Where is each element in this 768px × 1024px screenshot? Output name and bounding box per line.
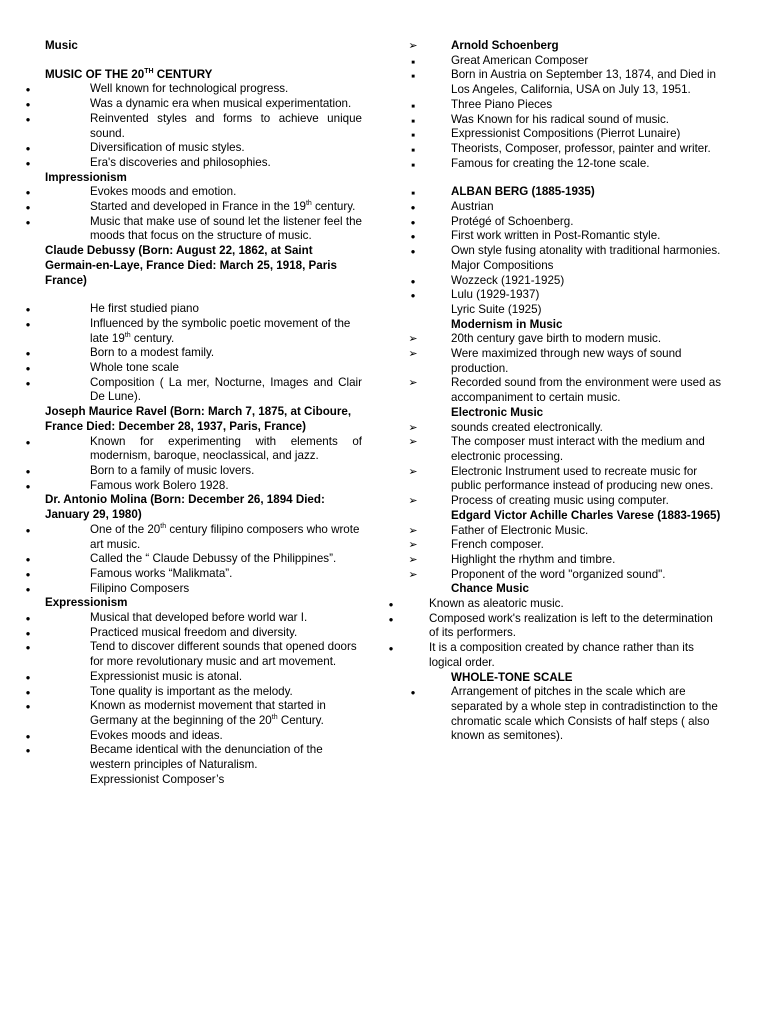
list-item — [45, 479, 362, 494]
list-item — [45, 685, 362, 700]
list-item — [45, 729, 362, 744]
list-item — [45, 640, 362, 669]
list-item-text: Famous for creating the 12-tone scale. — [451, 156, 650, 170]
bullet-icon — [22, 302, 34, 318]
list-item — [45, 699, 362, 728]
arrow-bullet-icon — [407, 465, 419, 480]
list-item-text: Highlight the rhythm and timbre. — [451, 552, 616, 566]
list-item-text: Evokes moods and emotion. — [90, 185, 237, 199]
bullet-icon — [22, 185, 34, 201]
list-item-text: century. — [311, 200, 356, 214]
list-item-text: Era's discoveries and philosophies. — [90, 155, 271, 169]
list-item-text: Practiced musical freedom and diversity. — [90, 625, 298, 639]
list-item — [45, 185, 362, 200]
list-item-text: Born in Austria on September 13, 1874, and Died in Los Angeles, California, USA on July 13, 1951. — [451, 68, 716, 97]
heading-text: MUSIC OF THE 20 — [45, 67, 145, 81]
list-item — [429, 553, 725, 568]
list-item — [429, 538, 725, 553]
bullet-icon — [22, 729, 34, 745]
list-item-text: Tend to discover different sounds that opened doors for more revolutionary music and art movement. — [90, 640, 357, 669]
list-item — [429, 274, 725, 289]
superscript: th — [124, 331, 131, 339]
list-item — [45, 582, 362, 597]
section-heading-debussy: Claude Debussy (Born: August 22, 1862, at Saint Germain-en-Laye, France Died: March 25, 1918, Paris France) — [45, 244, 337, 287]
list-varese — [429, 524, 725, 583]
list-item — [429, 244, 725, 259]
list-item-text: century. — [130, 331, 175, 345]
list-item-text: Whole tone scale — [90, 361, 179, 375]
list-item — [45, 200, 362, 215]
list-item-text: French composer. — [451, 538, 544, 552]
list-item — [45, 567, 362, 582]
list-item — [45, 346, 362, 361]
bullet-icon — [385, 612, 397, 628]
list-item — [45, 464, 362, 479]
arrow-bullet-icon — [407, 553, 419, 568]
section-heading-ravel: Joseph Maurice Ravel (Born: March 7, 1875, at Ciboure, France Died: December 28, 1937, Paris, France) — [45, 405, 352, 433]
bullet-icon — [22, 97, 34, 113]
list-item — [429, 288, 725, 303]
spacer — [429, 171, 725, 185]
list-item — [429, 421, 725, 436]
list-item-text: Became identical with the denunciation of the western principles of Naturalism. — [90, 743, 323, 772]
list-item — [45, 361, 362, 376]
bullet-icon — [407, 244, 419, 260]
list-schoenberg-heading — [429, 39, 725, 54]
bullet-icon — [22, 215, 34, 231]
section-heading-berg: ALBAN BERG (1885-1935) — [451, 185, 595, 199]
arrow-bullet-icon — [407, 435, 419, 450]
list-whole-tone — [429, 685, 725, 744]
list-item-text: Austrian — [451, 200, 494, 214]
section-heading-modernism: Modernism in Music — [451, 317, 563, 331]
arrow-bullet-icon — [407, 524, 419, 539]
superscript: th — [160, 522, 167, 530]
bullet-icon — [22, 141, 34, 157]
list-item — [45, 97, 362, 112]
list-item — [429, 568, 725, 583]
list-schoenberg — [429, 54, 725, 172]
list-item — [407, 597, 725, 612]
left-column — [45, 39, 362, 787]
arrow-bullet-icon — [407, 538, 419, 553]
list-item-text: Famous works “Malikmata”. — [90, 566, 233, 580]
list-item — [45, 435, 362, 464]
list-item-text: One of the 20 — [90, 522, 161, 536]
spacer — [45, 54, 362, 68]
list-impressionism — [45, 185, 362, 244]
bullet-icon — [385, 641, 397, 657]
list-item — [45, 302, 362, 317]
list-item-text: Famous work Bolero 1928. — [90, 478, 229, 492]
list-item — [45, 112, 362, 141]
list-item-text: Process of creating music using computer. — [451, 494, 669, 508]
list-item — [429, 524, 725, 539]
section-heading-electronic: Electronic Music — [451, 405, 544, 419]
list-item-text: First work written in Post-Romantic style. — [451, 229, 661, 243]
section-heading-varese: Edgard Victor Achille Charles Varese (1883-1965) — [451, 508, 721, 522]
bullet-icon — [22, 156, 34, 172]
list-item-text: Recorded sound from the environment were used as accompaniment to certain music. — [451, 376, 722, 405]
list-item — [429, 332, 725, 347]
list-item-text: Reinvented styles and forms to achieve unique sound. — [90, 111, 362, 140]
bullet-icon — [22, 82, 34, 98]
square-bullet-icon — [407, 157, 419, 174]
list-item — [45, 626, 362, 641]
list-debussy — [45, 302, 362, 405]
list-item-text: Known as aleatoric music. — [429, 597, 564, 611]
list-item — [407, 641, 725, 670]
list-item-text: He first studied piano — [90, 302, 199, 316]
heading-text: CENTURY — [153, 67, 213, 81]
major-compositions-label: Major Compositions — [451, 258, 554, 272]
bullet-icon — [22, 670, 34, 686]
bullet-icon — [22, 361, 34, 377]
section-heading-schoenberg: Arnold Schoenberg — [451, 39, 559, 52]
list-item — [429, 465, 725, 494]
list-item-text: 20th century gave birth to modern music. — [451, 332, 662, 346]
list-item — [429, 215, 725, 230]
list-item-text: Diversification of music styles. — [90, 141, 245, 155]
arrow-bullet-icon — [407, 568, 419, 583]
superscript: TH — [144, 67, 154, 75]
spacer — [45, 288, 362, 302]
list-item — [45, 552, 362, 567]
list-item-text: Musical that developed before world war I. — [90, 611, 308, 625]
list-item-text: Wozzeck (1921-1925) — [451, 273, 565, 287]
list-item-text: Expressionist music is atonal. — [90, 669, 243, 683]
section-heading-impressionism: Impressionism — [45, 170, 127, 184]
list-item-text: Expressionist Compositions (Pierrot Lunaire) — [451, 127, 681, 141]
arrow-bullet-icon — [407, 376, 419, 391]
list-item-text: Century. — [277, 713, 324, 727]
bullet-icon — [407, 200, 419, 216]
bullet-icon — [22, 743, 34, 759]
list-berg — [429, 200, 725, 259]
list-item-text: Called the “ Claude Debussy of the Philippines”. — [90, 552, 337, 566]
list-item-text: Born to a family of music lovers. — [90, 463, 255, 477]
bullet-icon — [22, 552, 34, 568]
list-item-text: It is a composition created by chance rather than its logical order. — [429, 641, 694, 669]
list-molina — [45, 523, 362, 597]
section-heading-chance: Chance Music — [451, 582, 529, 596]
bullet-icon — [22, 435, 34, 451]
bullet-icon — [22, 464, 34, 480]
list-item-text: Born to a modest family. — [90, 346, 215, 360]
list-item — [45, 156, 362, 171]
bullet-icon — [407, 288, 419, 304]
list-item-text: Three Piano Pieces — [451, 97, 553, 111]
bullet-icon — [407, 685, 419, 701]
list-item-text: Protégé of Schoenberg. — [451, 214, 574, 228]
bullet-icon — [22, 626, 34, 642]
list-item-text: The composer must interact with the medium and electronic processing. — [451, 435, 705, 463]
list-item-text: Filipino Composers — [90, 581, 190, 595]
list-item-text: Proponent of the word "organized sound". — [451, 567, 666, 581]
list-item — [429, 142, 725, 157]
bullet-icon — [22, 699, 34, 715]
bullet-icon — [407, 229, 419, 245]
bullet-icon — [22, 112, 34, 128]
list-item — [429, 68, 725, 97]
arrow-bullet-icon — [407, 494, 419, 509]
bullet-icon — [22, 376, 34, 392]
list-item-text: Own style fusing atonality with traditional harmonies. — [451, 244, 721, 258]
bullet-icon — [22, 640, 34, 656]
list-item — [429, 157, 725, 172]
list-ravel — [45, 435, 362, 494]
list-berg-works — [429, 274, 725, 303]
list-item-text: Father of Electronic Music. — [451, 523, 589, 537]
bullet-icon — [22, 582, 34, 598]
list-item-text: Electronic Instrument used to recreate music for public performance instead of producing new ones. — [451, 464, 714, 493]
bullet-icon — [22, 611, 34, 627]
list-item — [407, 612, 725, 641]
list-item-text: Music that make use of sound let the listener feel the moods that focus on the structure of music. — [90, 214, 362, 243]
superscript: th — [305, 200, 312, 208]
list-item-text: Were maximized through new ways of sound production. — [451, 347, 682, 375]
list-item-text: century filipino composers who wrote art music. — [90, 522, 360, 551]
list-electronic — [429, 421, 725, 509]
list-modernism — [429, 332, 725, 406]
list-item-text: Composition ( La mer, Nocturne, Images and Clair De Lune). — [90, 375, 362, 404]
list-item-text: Influenced by the symbolic poetic movement of the late 19 — [90, 316, 351, 345]
bullet-icon — [22, 685, 34, 701]
list-item-text: sounds created electronically. — [451, 420, 603, 434]
section-heading-whole-tone: WHOLE-TONE SCALE — [451, 670, 573, 684]
section-heading-expressionism: Expressionism — [45, 596, 128, 610]
section-heading-molina: Dr. Antonio Molina (Born: December 26, 1894 Died: January 29, 1980) — [45, 493, 325, 522]
list-item — [429, 98, 725, 113]
list-item — [45, 523, 362, 552]
list-item-text: Started and developed in France in the 19 — [90, 200, 306, 214]
list-item-text: Evokes moods and ideas. — [90, 728, 223, 742]
bullet-icon — [22, 479, 34, 495]
bullet-icon — [407, 215, 419, 231]
bullet-icon — [22, 567, 34, 583]
list-item — [45, 215, 362, 244]
list-item-text: Lulu (1929-1937) — [451, 288, 540, 302]
list-item — [429, 376, 725, 405]
list-20th-century — [45, 82, 362, 170]
list-item — [45, 376, 362, 405]
list-item — [429, 685, 725, 744]
list-item-text: Tone quality is important as the melody. — [90, 684, 293, 698]
list-item — [429, 435, 725, 464]
list-item — [429, 127, 725, 142]
list-item — [429, 229, 725, 244]
bullet-icon — [22, 523, 34, 539]
list-item-text: Known for experimenting with elements of modernism, baroque, neoclassical, and jazz. — [90, 434, 362, 463]
expressionist-composers-label: Expressionist Composer’s — [90, 772, 225, 786]
bullet-icon — [407, 274, 419, 290]
list-item — [45, 141, 362, 156]
section-heading-20th-century — [45, 68, 362, 83]
lyric-suite-label: Lyric Suite (1925) — [451, 302, 542, 316]
list-item-text: Known as modernist movement that started in Germany at the beginning of the 20 — [90, 699, 326, 727]
list-item — [429, 54, 725, 69]
list-item — [429, 347, 725, 376]
list-item — [45, 670, 362, 685]
list-item — [429, 185, 725, 200]
right-column — [429, 39, 725, 744]
list-item-text: Composed work's realization is left to the determination of its performers. — [429, 611, 713, 640]
list-item-text: Was a dynamic era when musical experimentation. — [90, 97, 352, 111]
list-item — [429, 200, 725, 215]
list-berg-heading — [429, 185, 725, 200]
list-item-text: Theorists, Composer, professor, painter and writer. — [451, 141, 711, 155]
list-item — [429, 39, 725, 54]
list-item — [45, 743, 362, 772]
list-expressionism — [45, 611, 362, 773]
arrow-bullet-icon — [407, 332, 419, 347]
document-title: Music — [45, 39, 78, 52]
arrow-bullet-icon — [407, 421, 419, 436]
arrow-bullet-icon — [407, 39, 419, 54]
bullet-icon — [22, 346, 34, 362]
list-item-text: Great American Composer — [451, 53, 589, 67]
list-item — [429, 113, 725, 128]
bullet-icon — [385, 597, 397, 613]
square-bullet-icon — [407, 68, 419, 85]
list-chance — [407, 597, 725, 671]
list-item — [45, 317, 362, 346]
bullet-icon — [22, 317, 34, 333]
arrow-bullet-icon — [407, 347, 419, 362]
list-item-text: Well known for technological progress. — [90, 82, 289, 96]
list-item — [45, 611, 362, 626]
list-item — [45, 82, 362, 97]
superscript: th — [271, 714, 278, 722]
bullet-icon — [22, 200, 34, 216]
list-item-text: Was Known for his radical sound of music. — [451, 112, 670, 126]
list-item-text: Arrangement of pitches in the scale which are separated by a whole step in contradistinction to the chromatic scale which Consists of half steps ( also known as semitones). — [451, 685, 718, 743]
list-item — [429, 494, 725, 509]
